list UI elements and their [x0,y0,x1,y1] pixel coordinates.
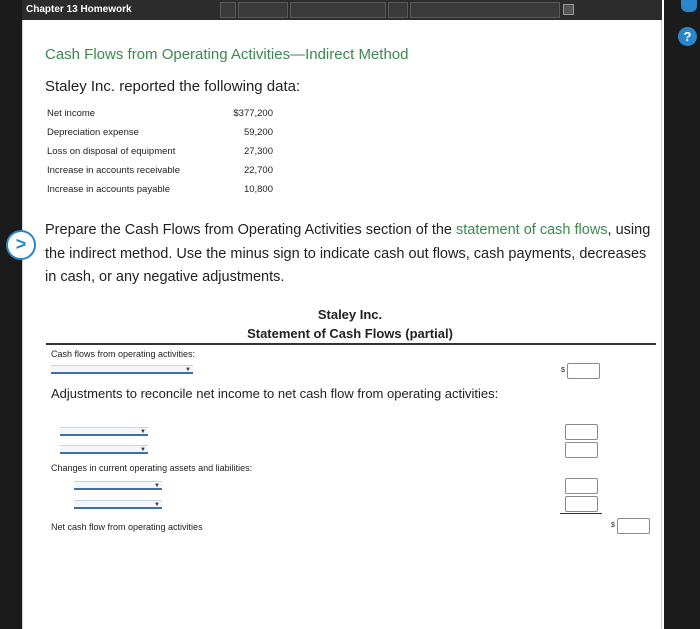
data-label: Increase in accounts receivable [47,165,181,176]
instruction-text [45,219,657,290]
chevron-down-icon: ▼ [154,483,160,489]
data-label: Depreciation expense [47,127,139,138]
adjustment-select-2[interactable] [60,445,148,454]
data-row [47,104,287,122]
net-income-amount-input[interactable] [567,363,600,379]
data-label: Increase in accounts payable [47,184,171,195]
change-amount-input-1[interactable] [565,478,598,494]
change-select-1[interactable] [74,481,162,490]
statement-divider [46,343,656,345]
expand-arrow-icon[interactable]: > [6,230,36,260]
adjustments-label: Adjustments to reconcile net income to net cash flow from operating activities: [51,386,499,401]
changes-label: Changes in current operating assets and liabilities: [51,463,253,473]
company-name: Staley Inc. [317,307,383,322]
toolbar-slot-3[interactable] [290,2,386,18]
help-icon[interactable]: ? [678,27,697,46]
data-row [47,180,287,198]
net-income-select[interactable] [51,365,193,374]
net-cash-flow-input[interactable] [617,518,650,534]
data-row [47,161,287,179]
change-amount-input-2[interactable] [565,496,598,512]
problem-intro: Staley Inc. reported the following data: [45,78,301,95]
window-title: Chapter 13 Homework [26,4,132,15]
sum-rule [560,513,602,514]
data-value: 59,200 [243,127,273,138]
data-value: 10,800 [243,184,273,195]
toolbar-slot-2[interactable] [238,2,288,18]
data-label: Loss on disposal of equipment [47,146,176,157]
chevron-down-icon: ▼ [140,447,146,453]
adjustment-select-1[interactable] [60,427,148,436]
toolbar-slot-1[interactable] [220,2,236,18]
data-value: 22,700 [243,165,273,176]
data-row [47,123,287,141]
top-right-tab[interactable] [681,0,697,12]
adjustment-amount-input-1[interactable] [565,424,598,440]
currency-sign: $ [611,522,615,529]
instruction-post: , using the indirect method. Use the minus sign to indicate cash out flows, cash payments, decreases in cash, or any negative adjustments. [45,222,651,285]
currency-sign: $ [561,367,565,374]
change-select-2[interactable] [74,500,162,509]
statement-title: Statement of Cash Flows (partial) [247,326,453,341]
chevron-down-icon: ▼ [185,367,191,373]
data-value: $377,200 [233,108,273,119]
cfo-label: Cash flows from operating activities: [51,349,196,359]
data-row [47,142,287,160]
window-square-icon[interactable] [563,4,574,15]
chevron-down-icon: ▼ [140,429,146,435]
instruction-pre: Prepare the Cash Flows from Operating Activities section of the [45,222,457,238]
data-label: Net income [47,108,96,119]
title-bar [22,0,662,20]
statement-link[interactable]: statement of cash flows [456,222,608,238]
adjustment-amount-input-2[interactable] [565,442,598,458]
chevron-down-icon: ▼ [154,502,160,508]
toolbar-slot-4[interactable] [388,2,408,18]
problem-heading: Cash Flows from Operating Activities—Indirect Method [45,46,409,63]
data-value: 27,300 [243,146,273,157]
net-cash-flow-label: Net cash flow from operating activities [51,522,203,532]
toolbar-slot-5[interactable] [410,2,560,18]
